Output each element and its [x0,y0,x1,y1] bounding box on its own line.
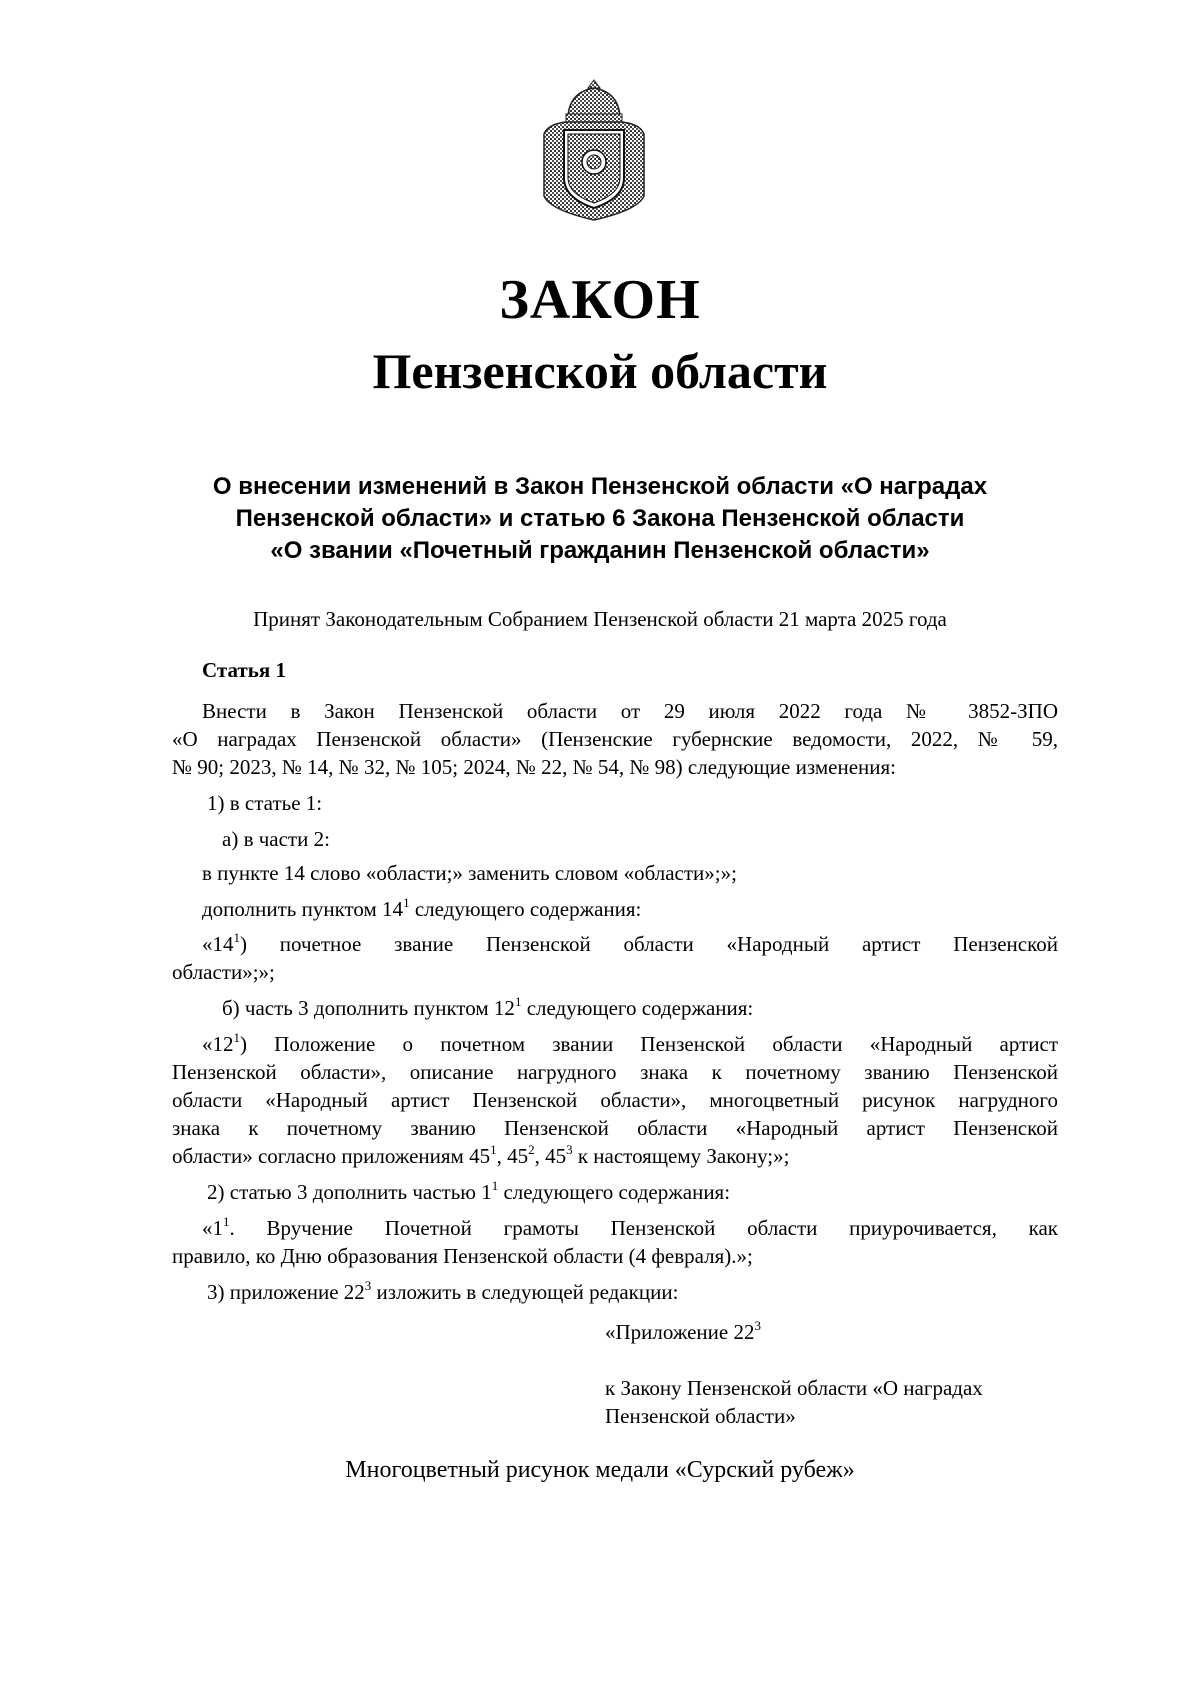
item-1: 1) в статье 1: [207,791,323,815]
appendix-title: «Приложение $22^3$ [605,1318,761,1344]
quote-1-1-line-1: «$1^1$. Вручение Почетной грамоты Пензенской области приурочивается, как [202,1214,1058,1240]
adoption-note: Принят Законодательным Собранием Пензенской области 21 марта 2025 года [253,607,947,631]
article-intro-line-1: Внести в Закон Пензенской области от 29 июля 2022 года № 3852-ЗПО [202,699,1058,723]
article-intro-line-3: № 90; 2023, № 14, № 32, № 105; 2024, № 22, № 54, № 98) следующие изменения: [172,755,896,779]
quote-1-1-line-2: правило, ко Дню образования Пензенской области (4 февраля).»; [172,1244,753,1268]
item-3: 3) приложение $22^3$ изложить в следующей редакции: [207,1278,679,1304]
law-heading-line-3: «О звании «Почетный гражданин Пензенской области» [270,537,930,564]
law-title: ЗАКОН [499,269,701,331]
item-1b: б) часть 3 дополнить пунктом $12^1$ следующего содержания: [222,994,754,1020]
quote-14-1-line-1: «$14^1$) почетное звание Пензенской области «Народный артист Пензенской [202,930,1058,956]
quote-14-1-line-2: области»;»; [172,960,275,984]
quote-12-1-line-5: области» согласно приложениям $45^1$, $45^2$, $45^3$ к настоящему Закону;»; [172,1142,790,1168]
coat-of-arms-emblem [538,78,650,228]
law-heading-line-2: Пензенской области» и статью 6 Закона Пензенской области [235,505,965,532]
law-heading-line-1: О внесении изменений в Закон Пензенской области «О наградах [212,473,988,500]
appendix-reference-line-2: Пензенской области» [605,1404,796,1428]
article-title: Статья 1 [202,658,286,682]
appendix-reference-line-1: к Закону Пензенской области «О наградах [605,1376,983,1400]
point-14-change: в пункте 14 слово «области;» заменить словом «области»;»; [202,861,737,885]
quote-12-1-line-2: Пензенской области», описание нагрудного знака к почетному званию Пензенской [172,1060,1058,1084]
article-intro-line-2: «О наградах Пензенской области» (Пензенские губернские ведомости, 2022, № 59, [172,727,1058,751]
quote-12-1-line-3: области «Народный артист Пензенской области», многоцветный рисунок нагрудного [172,1088,1058,1112]
figure-caption: Многоцветный рисунок медали «Сурский рубеж» [345,1457,855,1483]
quote-12-1-line-1: «$12^1$) Положение о почетном звании Пензенской области «Народный артист [202,1030,1058,1056]
law-region: Пензенской области [372,343,828,399]
item-2: 2) статью 3 дополнить частью $1^1$ следующего содержания: [207,1178,731,1204]
quote-12-1-line-4: знака к почетному званию Пензенской области «Народный артист Пензенской [172,1116,1058,1140]
point-14-1-intro: дополнить пунктом $14^1$ следующего содержания: [202,895,642,921]
item-1a: а) в части 2: [222,827,330,851]
